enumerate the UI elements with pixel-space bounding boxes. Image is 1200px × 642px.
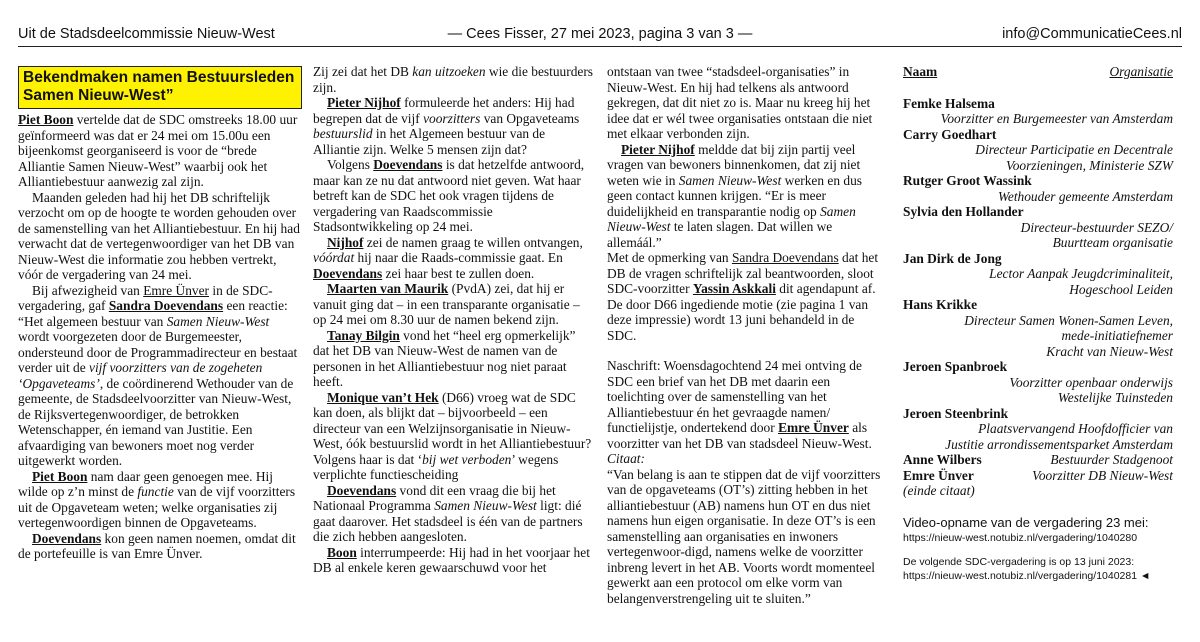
person-organisation: Directeur Samen Wonen-Samen Leven, — [964, 312, 1173, 328]
video-label: Video-opname van de vergadering 23 mei: — [903, 514, 1149, 530]
paragraph: Tanay Bilgin vond het “heel erg opmerkelijk” dat het DB van Nieuw-West de namen van de personen in het Alliantiebestuur nog niet paraat heeft. — [313, 327, 576, 389]
person-name: Jan Dirk de Jong — [903, 250, 1002, 266]
person-organisation: Buurtteam organisatie — [1052, 235, 1173, 250]
list-item — [903, 406, 1173, 453]
paragraph: Piet Boon nam daar geen genoegen mee. Hij wilde op z’n minst de functie van de vijf voorzitters uit de Opgaveteam weten; welke organisaties zij vertegenwoordigen binnen de Opgaveteams. — [18, 468, 296, 530]
paragraph: Doevendans vond dit een vraag die bij het Nationaal Programma Samen Nieuw-West ligt: dié gaat daarover. Het stadsdeel is één van de partners die zich hebben aangesloten. — [313, 482, 583, 544]
paragraph: Boon interrumpeerde: Hij had in het voorjaar het DB al enkele keren gewaarschuwd voor het — [313, 544, 590, 575]
paragraph: Volgens Doevendans is dat hetzelfde antwoord, maar kan ze nu dat antwoord niet geven. Wat haar betreft kan de SDC het ook vragen tijdens de vergadering van Raadscommissie Stadsontwikkeling op 24 mei. — [313, 157, 585, 234]
person-organisation: Plaatsvervangend Hoofdofficier van — [978, 421, 1173, 436]
list-item — [903, 96, 1173, 127]
list-item — [903, 251, 1173, 298]
person-name: Jeroen Spanbroek — [903, 359, 1008, 374]
paragraph: Met de opmerking van Sandra Doevendans dat het DB de vragen schriftelijk zal beantwoorden, sloot SDC-voorzitter Yassin Askkali dit agendapunt af. De door D66 ingediende motie (zie pagina 1 van deze impressie) wordt 13 juni behandeld in de SDC. — [607, 250, 879, 343]
person-organisation: Westelijke Tuinsteden — [1057, 390, 1173, 405]
people-list — [903, 96, 1173, 453]
person-organisation: Justitie arrondissementsparket Amsterdam — [945, 436, 1173, 452]
paragraph: Nijhof zei de namen graag te willen ontvangen, vóórdat hij naar die Raads-commissie gaat. En Doevendans zei haar best te zullen doen. — [313, 234, 583, 281]
quote-paragraph: “Van belang is aan te stippen dat de vijf voorzitters van de opgaveteams (OT’s) zitting hebben in het alliantiebestuur (AB) namens hun OT en dus niet namens hun eigen organisatie. In deze OT’s is een samenstelling aan organisaties en inwoners vertegenwoor-digd, namens welke de voorzitter inbreng levert in het AB. Voorts wordt momenteel gewerkt aan een protocol om elke vorm van belangenverstrengeling uit te sluiten.” — [607, 466, 881, 606]
video-link[interactable]: https://nieuw-west.notubiz.nl/vergadering/1040280 — [903, 531, 1138, 544]
header-email-link[interactable]: info@CommunicatieCees.nl — [1002, 26, 1182, 42]
person-name: Rutger Groot Wassink — [903, 173, 1032, 188]
page-header — [18, 26, 1182, 46]
person-organisation: Hogeschool Leiden — [1069, 281, 1173, 297]
column-4 — [903, 64, 1173, 583]
header-divider — [18, 46, 1182, 47]
person-name: Femke Halsema — [903, 95, 995, 111]
list-item: Anne Wilbers Bestuurder Stadgenoot — [903, 452, 1173, 467]
table-header — [903, 64, 1173, 80]
list-item — [903, 204, 1173, 251]
paragraph: Pieter Nijhof meldde dat bij zijn partij veel vragen van bewoners binnenkomen, dat zij niet weten wie in Samen Nieuw-West werken en dus geen contact kunnen krijgen. “Er is meer duidelijkheid en transparantie nodig op Samen Nieuw-West te laten slagen. Dat willen we allemáál.” — [607, 141, 862, 250]
header-naam: Naam — [903, 64, 938, 79]
person-organisation: Voorzitter openbaar onderwijs — [1009, 374, 1173, 390]
person-organisation: Voorzieningen, Ministerie SZW — [1006, 157, 1173, 173]
person-name: Jeroen Steenbrink — [903, 405, 1009, 421]
header-author-date: — Cees Fisser, 27 mei 2023, pagina 3 van 3 — — [447, 26, 753, 42]
paragraph: ontstaan van twee “stadsdeel-organisaties” in Nieuw-West. En hij had telkens als antwoord gekregen, dat dit niet zo is. Maar nu kreeg hij het idee dat er wél twee organisaties ontstaan die niet met elkaar verbonden zijn. — [607, 64, 873, 141]
list-item — [903, 297, 1173, 359]
paragraph: Doevendans kon geen namen noemen, omdat dit de portefeuille is van Emre Ünver. — [18, 530, 296, 561]
paragraph: Zij zei dat het DB kan uitzoeken wie die bestuurders zijn. — [313, 64, 594, 95]
paragraph: Monique van’t Hek (D66) vroeg wat de SDC kan doen, als blijkt dat – bijvoorbeeld – een directeur van een Welzijnsorganisatie in Nieuw-West, óók bestuurslid wordt in het Alliantiebestuur? Volgens haar is dat ‘bij wet verboden’ wegens verplichte functiescheiding — [313, 389, 592, 482]
paragraph: Bij afwezigheid van Emre Ünver in de SDC-vergadering, gaf Sandra Doevendans een reactie: “Het algemeen bestuur van Samen Nieuw-West wordt voorgezeten door de Burgemeester, ondersteund door de Programmadirecteur en bestaat verder uit de vijf voorzitters van de zogeheten ‘Opgaveteams’, de coördinerend Wethouder van de gemeente, de Stadsdeelvoorzitter van Nieuw-West, de Rijksvertegenwoordiger, de betrokken Wetenschapper, én iemand van Justitie. Een afvaardiging van bewoners moet nog verder uitgewerkt worden. — [18, 282, 298, 468]
column-1 — [18, 66, 302, 562]
list-item — [903, 173, 1173, 204]
person-organisation: Wethouder gemeente Amsterdam — [997, 188, 1173, 204]
article-headline: Bekendmaken namen Bestuursleden Samen Nieuw-West” — [18, 66, 302, 109]
person-organisation: Directeur-bestuurder SEZO/ — [1020, 219, 1173, 235]
paragraph: Maanden geleden had hij het DB schriftelijk verzocht om op de hoogte te worden gehouden over de samenstelling van het Alliantiebestuur. En hij had verwacht dat de vertegenwoordiger van het DB van Nieuw-West die informatie zou hebben vertrekt, vóór de vergadering van 24 mei. — [18, 189, 300, 282]
person-name: Sylvia den Hollander — [903, 204, 1024, 219]
next-meeting-link[interactable]: https://nieuw-west.notubiz.nl/vergadering/1040281 ◄ — [903, 569, 1151, 582]
person-organisation: Voorzitter en Burgemeester van Amsterdam — [940, 111, 1173, 126]
header-organisatie: Organisatie — [1109, 64, 1173, 79]
list-item: Emre Ünver Voorzitter DB Nieuw-West — [903, 467, 1173, 483]
end-quote-note: (einde citaat) — [903, 483, 975, 498]
column-3 — [607, 64, 884, 606]
person-organisation: Kracht van Nieuw-West — [1046, 343, 1173, 359]
person-organisation: Directeur Participatie en Decentrale — [975, 142, 1173, 157]
paragraph: Naschrift: Woensdagochtend 24 mei ontving de SDC een brief van het DB met daarin een toelichting over de samenstelling van het Alliantiebestuur én het gevraagde namen/ functielijstje, ondertekend door Emre Ünver als voorzitter van het DB van stadsdeel Nieuw-West. Citaat: — [607, 358, 872, 466]
person-name: Hans Krikke — [903, 297, 978, 312]
person-organisation: Lector Aanpak Jeugdcriminaliteit, — [989, 266, 1173, 281]
list-item — [903, 359, 1173, 406]
header-source: Uit de Stadsdeelcommissie Nieuw-West — [18, 26, 275, 42]
paragraph: Pieter Nijhof formuleerde het anders: Hij had begrepen dat de vijf voorzitters van Opgaveteams bestuurslid in het Algemeen bestuur van de Alliantie zijn. Welke 5 mensen zijn dat? — [313, 95, 580, 157]
person-name: Carry Goedhart — [903, 126, 997, 142]
list-item — [903, 127, 1173, 174]
column-2 — [313, 64, 593, 576]
person-organisation: mede-initiatiefnemer — [1061, 328, 1173, 343]
paragraph: Piet Boon vertelde dat de SDC omstreeks 18.00 uur geïnformeerd was dat er 24 mei om 15.00u een bijeenkomst georganiseerd is voor de “brede Alliantie Samen Nieuw-West” waarbij ook het Alliantiebestuur aanwezig zal zijn. — [18, 112, 298, 189]
next-meeting-label: De volgende SDC-vergadering is op 13 juni 2023: — [903, 555, 1135, 568]
paragraph: Maarten van Maurik (PvdA) zei, dat hij er vanuit ging dat – in een transparante organisatie – op 24 mei om 8.30 uur de namen bekend zijn. — [313, 281, 580, 327]
